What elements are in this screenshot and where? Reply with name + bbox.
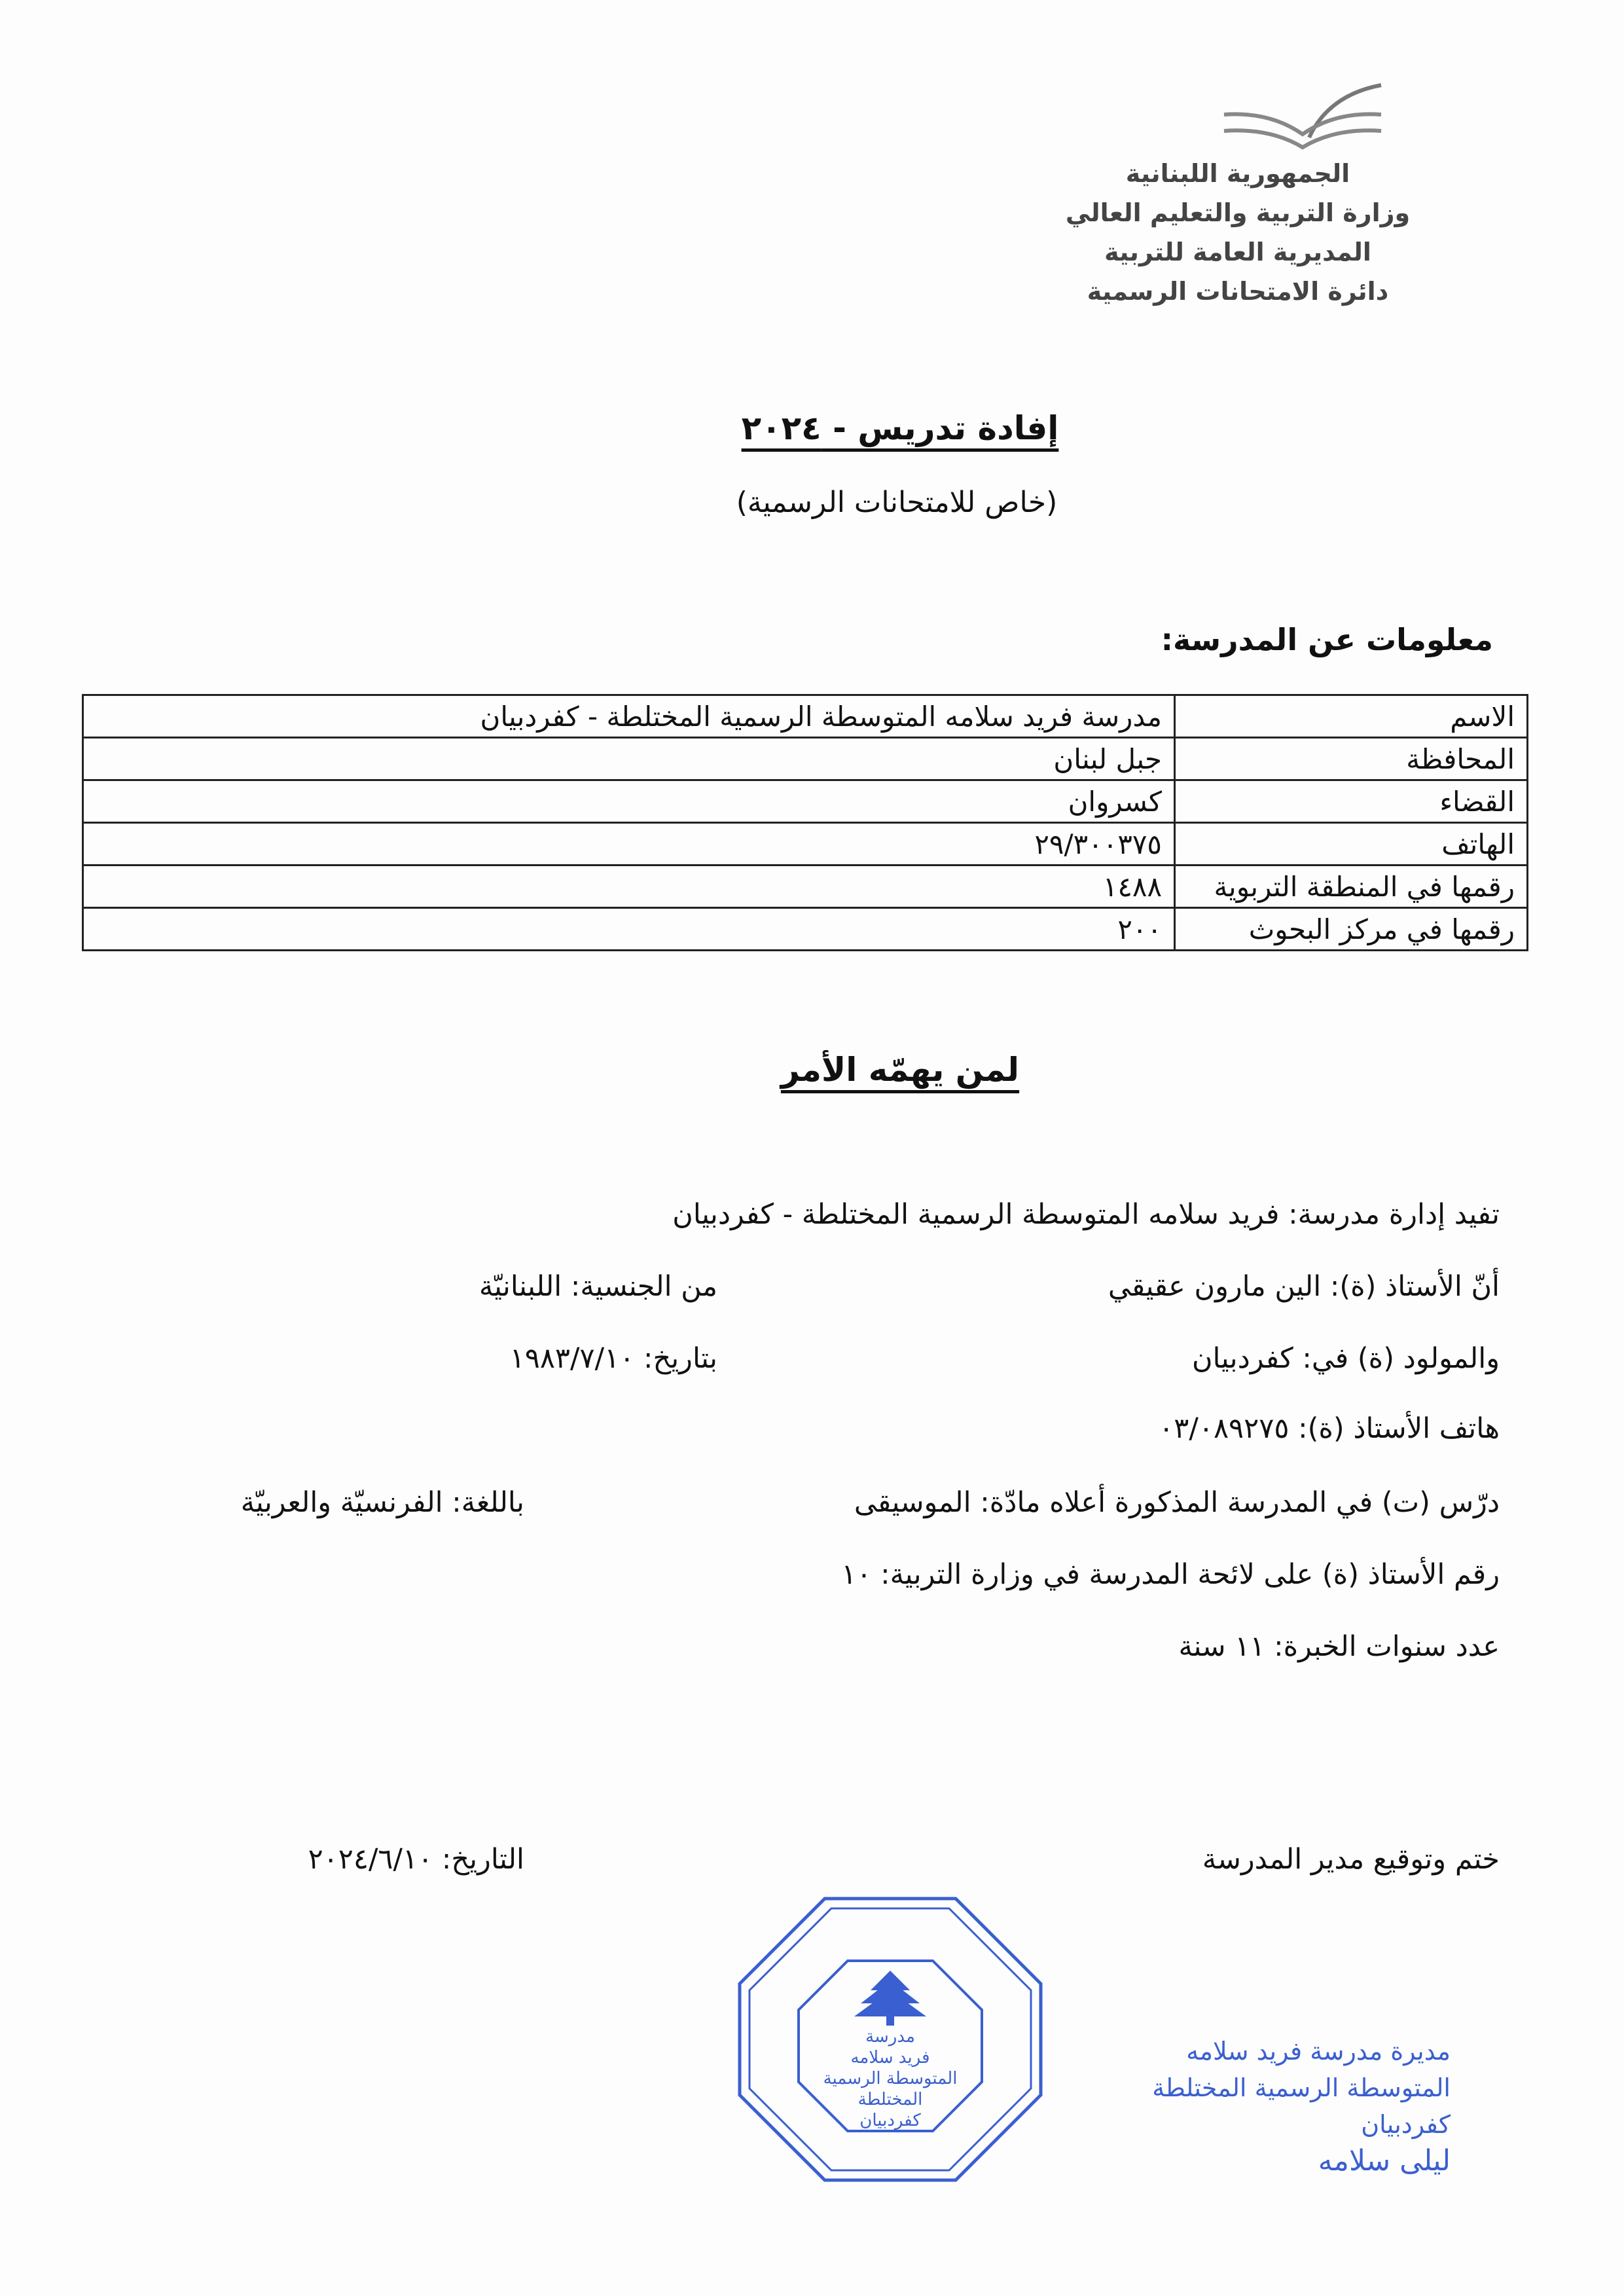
principal-signature — [1152, 2033, 1451, 2179]
stamp-line: المختلطة — [857, 2090, 923, 2109]
header-line: الجمهورية اللبنانية — [1125, 159, 1350, 188]
document-title: إفادة تدريس - ٢٠٢٤ — [741, 409, 1059, 447]
school-section-title: معلومات عن المدرسة: — [1161, 622, 1493, 657]
stamp-inner-text — [818, 2026, 962, 2131]
ministry-logo — [1218, 75, 1388, 154]
stamp-signature-label: ختم وتوقيع مدير المدرسة — [1202, 1843, 1500, 1876]
stamp-line: المتوسطة الرسمية — [823, 2069, 958, 2088]
signature-line: المتوسطة الرسمية المختلطة — [1152, 2073, 1451, 2102]
row-value: ١٤٨٨ — [83, 866, 1175, 908]
row-label: الهاتف — [1175, 823, 1528, 866]
teacher-name: أنّ الأستاذ (ة): الين مارون عقيقي — [1108, 1270, 1500, 1303]
ministry-header — [1002, 154, 1473, 311]
table-row — [83, 866, 1528, 908]
row-label: القضاء — [1175, 780, 1528, 823]
teacher-birthdate: بتاريخ: ١٩٨٣/٧/١٠ — [509, 1342, 717, 1375]
row-value: مدرسة فريد سلامه المتوسطة الرسمية المختلطة - كفردبيان — [83, 695, 1175, 738]
document-subtitle: (خاص للامتحانات الرسمية) — [736, 486, 1058, 519]
teacher-birthplace: والمولود (ة) في: كفردبيان — [1191, 1342, 1500, 1375]
header-line: دائرة الامتحانات الرسمية — [1087, 277, 1389, 306]
signature-line: كفردبيان — [1361, 2110, 1451, 2139]
stamp-line: فريد سلامه — [850, 2048, 930, 2068]
teacher-nationality: من الجنسية: اللبنانيّة — [478, 1270, 717, 1303]
document-date: التاريخ: ٢٠٢٤/٦/١٠ — [308, 1843, 524, 1876]
signature-line: مديرة مدرسة فريد سلامه — [1186, 2037, 1451, 2066]
teacher-phone: هاتف الأستاذ (ة): ٠٣/٠٨٩٢٧٥ — [1159, 1412, 1500, 1445]
row-value: كسروان — [83, 780, 1175, 823]
row-label: رقمها في المنطقة التربوية — [1175, 866, 1528, 908]
row-label: المحافظة — [1175, 738, 1528, 780]
table-row — [83, 908, 1528, 951]
teacher-subject: درّس (ت) في المدرسة المذكورة أعلاه مادّة: الموسيقى — [854, 1486, 1500, 1519]
header-line: وزارة التربية والتعليم العالي — [1065, 198, 1411, 227]
table-row — [83, 738, 1528, 780]
concern-title: لمن يهمّه الأمر — [780, 1051, 1020, 1089]
signature-line: ليلى سلامه — [1318, 2144, 1451, 2178]
table-row — [83, 780, 1528, 823]
table-row — [83, 823, 1528, 866]
row-label: رقمها في مركز البحوث — [1175, 908, 1528, 951]
experience-years: عدد سنوات الخبرة: ١١ سنة — [1178, 1630, 1500, 1663]
cedar-tree-icon — [854, 1971, 926, 2026]
school-admin-line: تفيد إدارة مدرسة: فريد سلامه المتوسطة الرسمية المختلطة - كفردبيان — [672, 1198, 1500, 1231]
school-info-table — [82, 694, 1528, 951]
school-stamp — [733, 1892, 1047, 2187]
row-value: جبل لبنان — [83, 738, 1175, 780]
row-value: ٢٠٠ — [83, 908, 1175, 951]
teaching-language: باللغة: الفرنسيّة والعربيّة — [240, 1486, 524, 1519]
table-row — [83, 695, 1528, 738]
open-book-icon — [1218, 75, 1388, 154]
stamp-line: مدرسة — [865, 2027, 915, 2047]
row-value: ٢٩/٣٠٠٣٧٥ — [83, 823, 1175, 866]
roster-number: رقم الأستاذ (ة) على لائحة المدرسة في وزارة التربية: ١٠ — [841, 1558, 1500, 1591]
header-line: المديرية العامة للتربية — [1104, 238, 1371, 266]
stamp-line: كفردبيان — [859, 2111, 921, 2130]
row-label: الاسم — [1175, 695, 1528, 738]
